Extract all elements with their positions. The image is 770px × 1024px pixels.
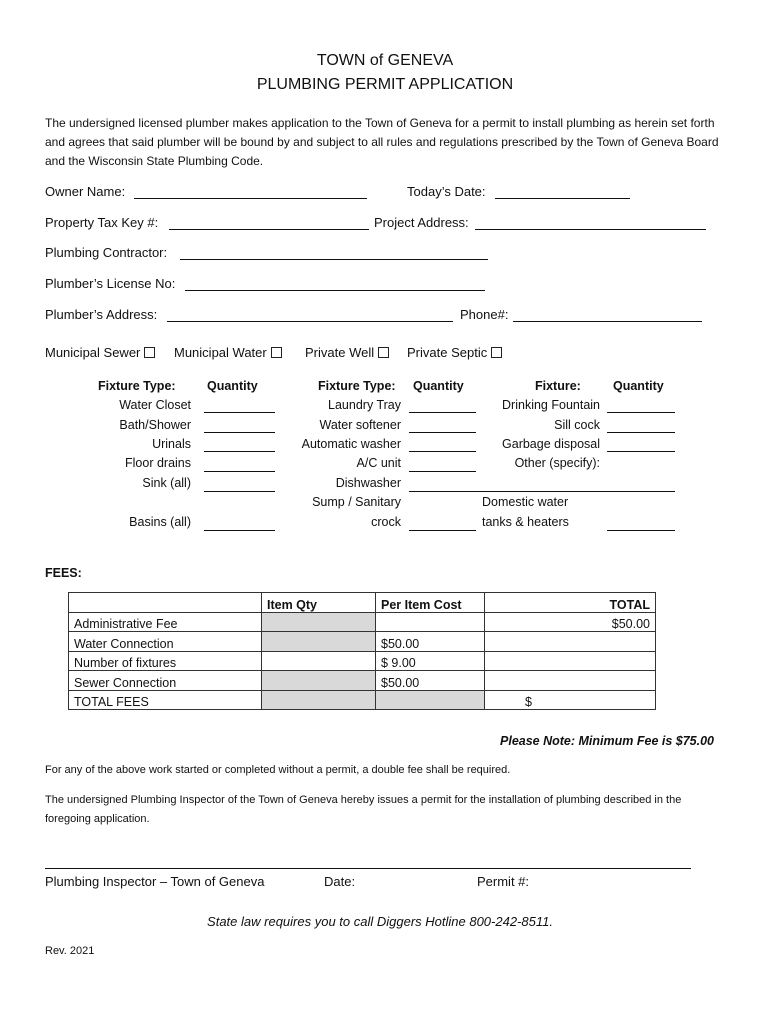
fixture-domestic-water: Domestic water [482,495,569,509]
private-well-checkbox[interactable] [378,347,389,358]
municipal-sewer-label: Municipal Sewer [45,345,141,360]
project-address-label: Project Address: [374,215,469,230]
fixture-basins: Basins (all) [129,515,191,529]
contractor-field[interactable] [180,259,488,260]
fixture-sump-sanitary: Sump / Sanitary [312,495,401,509]
fees-label: FEES: [45,566,82,580]
fee-cost: $50.00 [376,632,485,652]
quantity-header-2: Quantity [413,379,464,393]
table-row [69,671,656,691]
qty-automatic-washer[interactable] [409,451,476,452]
quantity-header-1: Quantity [207,379,258,393]
qty-water-softener[interactable] [409,432,476,433]
total-header: TOTAL [485,593,656,613]
fixture-dishwasher: Dishwasher [335,476,401,490]
inspector-label: Plumbing Inspector – Town of Geneva [45,874,265,889]
phone-label: Phone#: [460,307,509,322]
option-private-septic[interactable] [407,345,502,360]
fixture-other: Other (specify): [514,456,600,470]
fee-name: TOTAL FEES [69,690,262,710]
qty-dishwasher[interactable] [409,491,675,492]
qty-sill-cock[interactable] [607,432,675,433]
fixture-bath-shower: Bath/Shower [119,418,191,432]
fixture-laundry-tray: Laundry Tray [328,398,401,412]
fixture-urinals: Urinals [152,437,191,451]
qty-laundry-tray[interactable] [409,412,476,413]
qty-drinking-fountain[interactable] [607,412,675,413]
private-septic-checkbox[interactable] [491,347,502,358]
fixture-header-3: Fixture: [535,379,581,393]
signature-line[interactable] [45,868,691,869]
qty-ac-unit[interactable] [409,471,476,472]
plumber-address-field[interactable] [167,321,453,322]
license-label: Plumber’s License No: [45,276,176,291]
owner-name-field[interactable] [134,198,367,199]
title-town: TOWN of GENEVA [316,52,454,69]
table-row [69,632,656,652]
fixture-ac-unit: A/C unit [356,456,401,470]
tax-key-label: Property Tax Key #: [45,215,159,230]
fixture-type-header-2: Fixture Type: [318,379,396,393]
minimum-fee-note: Please Note: Minimum Fee is $75.00 [500,734,714,748]
item-qty-header: Item Qty [262,593,376,613]
issue-permit-text: The undersigned Plumbing Inspector of the Town of Geneva hereby issues a permit for the installation of plumbing described in the foregoing application. [45,794,682,825]
qty-basins[interactable] [204,530,275,531]
fee-qty [262,612,376,632]
fixture-sill-cock: Sill cock [554,418,600,432]
qty-garbage-disposal[interactable] [607,451,675,452]
fixture-floor-drains: Floor drains [125,456,191,470]
table-row [69,593,656,613]
todays-date-field[interactable] [495,198,630,199]
fee-cost [376,690,485,710]
municipal-sewer-checkbox[interactable] [144,347,155,358]
option-municipal-water[interactable] [174,345,282,360]
fee-name: Sewer Connection [69,671,262,691]
qty-sump-sanitary[interactable] [409,530,476,531]
fixture-automatic-washer: Automatic washer [301,437,401,451]
option-municipal-sewer[interactable] [45,345,155,360]
quantity-header-3: Quantity [613,379,664,393]
plumber-address-label: Plumber’s Address: [45,307,158,322]
revision-text: Rev. 2021 [45,945,95,957]
fee-total[interactable] [485,671,656,691]
per-item-cost-header: Per Item Cost [376,593,485,613]
double-fee-text: For any of the above work started or completed without a permit, a double fee shall be required. [45,764,511,776]
signature-date-label: Date: [324,874,356,889]
intro-paragraph: The undersigned licensed plumber makes application to the Town of Geneva for a permit to install plumbing as herein set forth and agrees that said plumber will be bound by and subject to all rules and regulations prescribed by the Town of Geneva Board and the Wisconsin State Plumbing Code. [45,116,719,168]
todays-date-label: Today’s Date: [407,184,486,199]
fixture-crock: crock [371,515,401,529]
fees-table [68,592,656,710]
private-septic-label: Private Septic [407,345,488,360]
qty-urinals[interactable] [204,451,275,452]
qty-domestic-water[interactable] [607,530,675,531]
phone-field[interactable] [513,321,702,322]
fee-total: $50.00 [485,612,656,632]
diggers-hotline-text: State law requires you to call Diggers Hotline 800-242-8511. [207,914,553,929]
fee-cost[interactable] [376,612,485,632]
qty-floor-drains[interactable] [204,471,275,472]
municipal-water-checkbox[interactable] [271,347,282,358]
permit-number-label: Permit #: [477,874,530,889]
fee-qty [262,632,376,652]
fee-total[interactable] [485,651,656,671]
fee-qty[interactable] [262,651,376,671]
fixture-garbage-disposal: Garbage disposal [502,437,600,451]
fee-cost: $ 9.00 [376,651,485,671]
contractor-label: Plumbing Contractor: [45,245,168,260]
option-private-well[interactable] [305,345,389,360]
owner-name-label: Owner Name: [45,184,126,199]
table-row [69,612,656,632]
private-well-label: Private Well [305,345,375,360]
fee-total[interactable]: $ [485,690,656,710]
fixture-drinking-fountain: Drinking Fountain [502,398,600,412]
table-row [69,690,656,710]
title-application: PLUMBING PERMIT APPLICATION [256,76,514,93]
fee-cost: $50.00 [376,671,485,691]
fee-name: Number of fixtures [69,651,262,671]
fixture-water-closet: Water Closet [119,398,191,412]
fee-qty [262,690,376,710]
fixture-tanks-heaters: tanks & heaters [482,515,569,529]
fixture-type-header-1: Fixture Type: [98,379,176,393]
qty-sink[interactable] [204,491,275,492]
qty-bath-shower[interactable] [204,432,275,433]
project-address-field[interactable] [475,229,706,230]
municipal-water-label: Municipal Water [174,345,267,360]
fixture-water-softener: Water softener [319,418,401,432]
qty-water-closet[interactable] [204,412,275,413]
fee-name: Water Connection [69,632,262,652]
license-field[interactable] [185,290,485,291]
tax-key-field[interactable] [169,229,369,230]
fee-qty [262,671,376,691]
table-row [69,651,656,671]
fixture-sink: Sink (all) [142,476,191,490]
fee-total[interactable] [485,632,656,652]
fee-name: Administrative Fee [69,612,262,632]
